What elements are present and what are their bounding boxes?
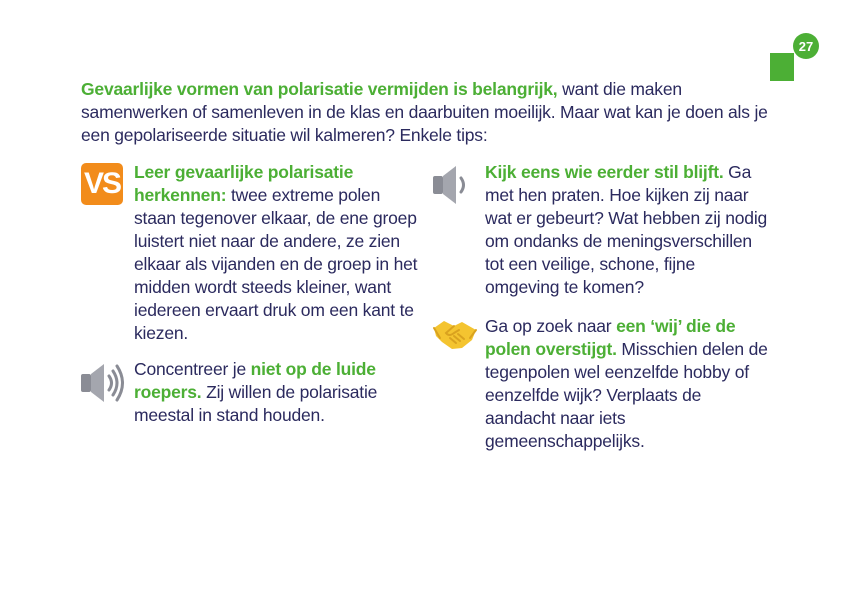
tip-ignore-loud-voices [134, 358, 424, 427]
quiet-speaker-icon [432, 163, 468, 207]
tip-highlight: Kijk eens wie eerder stil blijft. [485, 162, 724, 182]
tip-shared-we [485, 315, 770, 453]
tip-text: twee extreme polen staan tegenover elkaar, de ene groep luistert niet naar de andere, ze zien elkaar als vijanden en de groep in het midden wordt steeds kleiner, want iedereen ervaart druk om een kant te kiezen. [134, 185, 418, 343]
page-corner-mark [770, 53, 794, 81]
vs-icon: VS [81, 163, 123, 205]
tip-highlight: een ‘wij’ die de polen overstijgt. [485, 316, 736, 359]
tip-pre: Ga op zoek naar [485, 316, 617, 336]
intro-text: want die maken samenwerken of samenleven in de klas en daarbuiten moeilijk. Maar wat kan je doen als je een gepolariseerde situatie wil kalmeren? Enkele tips: [81, 79, 768, 145]
tip-highlight: Leer gevaarlijke polarisatie herkennen: [134, 162, 354, 205]
tip-pre: Concentreer je [134, 359, 251, 379]
tip-highlight: niet op de luide roepers. [134, 359, 376, 402]
tip-text: Zij willen de polarisatie meestal in stand houden. [134, 382, 378, 425]
loud-speaker-icon [80, 361, 126, 405]
tip-recognize-polarisation [134, 161, 424, 345]
tip-quiet-ones [485, 161, 770, 299]
handshake-icon [432, 316, 478, 352]
tip-text: Misschien delen de tegenpolen wel eenzelfde hobby of eenzelfde wijk? Verplaats de aandacht naar iets gemeenschappelijks. [485, 339, 768, 451]
intro-highlight: Gevaarlijke vormen van polarisatie vermijden is belangrijk, [81, 79, 558, 99]
intro-paragraph [81, 78, 771, 147]
tip-text: Ga met hen praten. Hoe kijken zij naar wat er gebeurt? Wat hebben zij nodig om ondanks de meningsverschillen tot een veilige, schone, fijne omgeving te komen? [485, 162, 768, 297]
page-number: 27 [793, 33, 819, 59]
